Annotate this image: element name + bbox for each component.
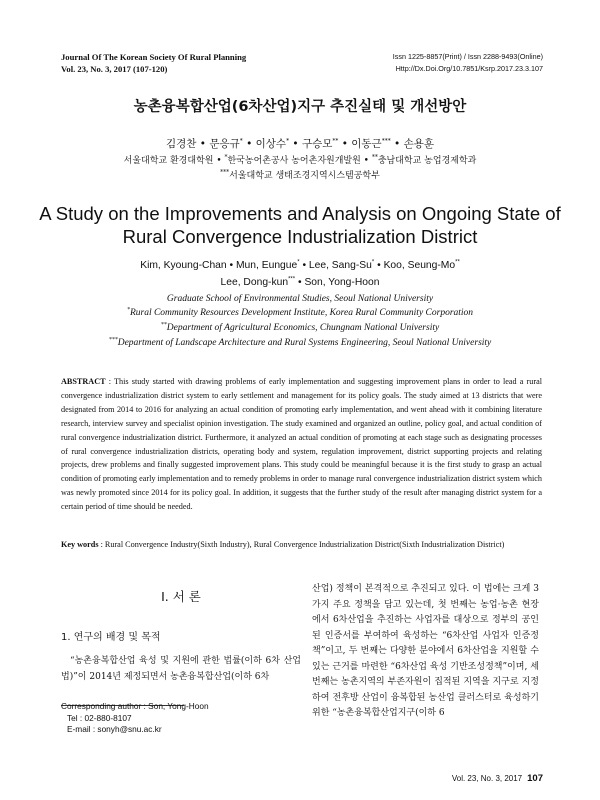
doi: Http://Dx.Doi.Org/10.7851/Ksrp.2017.23.3.107 bbox=[395, 64, 543, 73]
korean-affiliation-2: ***서울대학교 생태조경지역시스템공학부 bbox=[220, 169, 380, 181]
ko-author: 구승모 bbox=[301, 138, 333, 150]
english-authors-line1: Kim, Kyoung-Chan • Mun, Eungue* • Lee, Sang-Su* • Koo, Seung-Mo** bbox=[140, 259, 460, 271]
korean-authors: 김경찬 • 문응규* • 이상수* • 구승모** • 이동근*** • 손용훈 bbox=[166, 137, 434, 150]
corresponding-author-footnote bbox=[61, 701, 209, 736]
korean-title: 농촌융복합산업(6차산업)지구 추진실태 및 개선방안 bbox=[133, 99, 467, 115]
abstract-label: ABSTRACT bbox=[61, 377, 106, 386]
section-heading: I. 서 론 bbox=[161, 589, 201, 604]
ko-author: 이동근 bbox=[351, 138, 382, 150]
footnote-tel: Tel : 02-880-8107 bbox=[67, 712, 132, 723]
english-affiliation-2: *Rural Community Resources Development Institute, Korea Rural Community Corporation bbox=[126, 306, 474, 318]
english-affiliation-3: **Department of Agricultural Economics, Chungnam National University bbox=[160, 321, 440, 333]
journal-name: Journal Of The Korean Society Of Rural Planning bbox=[61, 52, 247, 62]
english-authors-line2: Lee, Dong-kun*** • Son, Yong-Hoon bbox=[220, 276, 380, 288]
english-title-line2: Rural Convergence Industrialization District bbox=[122, 226, 478, 247]
keywords bbox=[61, 540, 542, 549]
footnote-author: Corresponding author : Son, Yong-Hoon bbox=[61, 701, 209, 711]
ko-author: 김경찬 bbox=[166, 138, 197, 150]
abstract bbox=[61, 375, 542, 514]
journal-volume: Vol. 23, No. 3, 2017 (107-120) bbox=[61, 64, 168, 74]
korean-affiliation-1: 서울대학교 환경대학원 • *한국농어촌공사 농어촌자원개발원 • **충남대학교 농업경제학과 bbox=[123, 154, 477, 166]
abstract-text: : This study started with drawing problems of early implementation and suggesting improvement plans in order to lead a rural convergence industrialization district system to early settlement and management for its policy goals. The study aimed at 13 districts that were designated from 2014 to 2016 for analyzing an actual condition of promoting early implementation, and went ahead with it combining literature research, interview survey and specialist opinion investigation. The study examined and organized an outline, policy goal, and actual condition of rural convergence industrialization district. Furthermore, it analyzed an actual condition of promoting at each stage such as designating processes of rural convergence industrialization districts, operating body and system, regulation improvement, district supporting projects and relating projects, drew problems and finally suggested improvement plans. This study could be meaningful because it is the first study to grasp an actual condition of promoting early implementation and to remedy problems in order to manage rural convergence industrialization district system which was newly promoted since 2014 for its policy goal. In addition, it suggests that the further study of the result after managing district system for a certain period of time should be needed. bbox=[61, 377, 542, 512]
english-affiliation-1: Graduate School of Environmental Studies, Seoul National University bbox=[166, 294, 434, 304]
issn: Issn 1225-8857(Print) / Issn 2288-9493(Online) bbox=[392, 52, 543, 61]
keywords-label: Key words bbox=[61, 540, 99, 549]
page-footer bbox=[452, 773, 543, 784]
ko-author: 손용훈 bbox=[403, 138, 434, 150]
ko-author: 문응규 bbox=[209, 138, 240, 150]
footnote-email: E-mail : sonyh@snu.ac.kr bbox=[67, 724, 162, 735]
body-left-paragraph: “농촌융복합산업 육성 및 지원에 관한 법률(이하 6차 산업법)”이 2014년 제정되면서 농촌융복합산업(이하 6차 bbox=[61, 656, 301, 682]
english-affiliation-4: ***Department of Landscape Architecture and Rural Systems Engineering, Seoul National University bbox=[108, 336, 492, 348]
subsection-heading: 1. 연구의 배경 및 목적 bbox=[61, 632, 161, 643]
keywords-text: : Rural Convergence Industry(Sixth Industry), Rural Convergence Industrialization District(Sixth Industrialization District) bbox=[98, 540, 505, 549]
footer-issue: Vol. 23, No. 3, 2017 bbox=[451, 774, 523, 783]
ko-author: 이상수 bbox=[255, 138, 287, 150]
english-title-line1: A Study on the Improvements and Analysis on Ongoing State of bbox=[39, 203, 561, 224]
page-number: 107 bbox=[527, 773, 543, 784]
body-right-paragraph: 산업) 정책이 본격적으로 추진되고 있다. 이 법에는 크게 3가지 주요 정책을 담고 있는데, 첫 번째는 농업·농촌 현장에서 6차산업을 추진하는 사업자를 대상으로 정부의 공인된 인증서를 부여하여 육성하는 “6차산업 사업자 인증정책”이고, 두 번째는 다양한 분야에서 6차산업을 지원할 수 있는 근거를 마련한 “6차산업 육성 기반조성정책”이며, 세 번째는 농촌지역의 부존자원이 집적된 지역을 지구로 지정하여 전후방 산업이 융복합된 농산업 클러스터로 육성하기 위한 “농촌융복합산업지구(이하 6 bbox=[312, 584, 539, 718]
